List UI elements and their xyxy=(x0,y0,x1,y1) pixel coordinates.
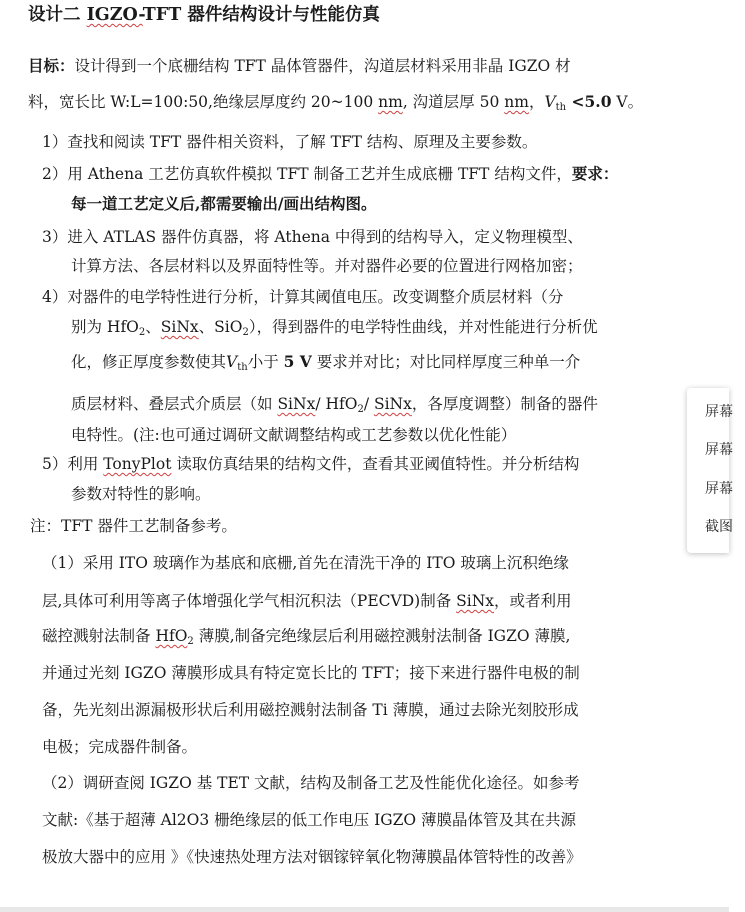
screenshot-context-menu xyxy=(687,388,733,553)
goal-text-2a: 料，宽长比 W:L=100:50,绝缘层厚度约 20~100 xyxy=(28,93,379,111)
note-label-text: 注：TFT 器件工艺制备参考。 xyxy=(30,517,237,535)
item-4-text-c3: 要求并对比；对比同样厚度三种单一介 xyxy=(311,353,581,371)
item-1-text: 1）查找和阅读 TFT 器件相关资料，了解 TFT 结构、原理及主要参数。 xyxy=(42,133,538,151)
list-item-1 xyxy=(42,131,537,153)
goal-nm-2: nm xyxy=(504,93,529,111)
item-4-text-c2: 小于 xyxy=(247,353,284,371)
note-p1-line-4 xyxy=(42,662,580,684)
list-item-5-cont xyxy=(71,483,211,505)
item-5-text-a2: 读取仿真结果的结构文件，查看其亚阈值特性。并分析结构 xyxy=(171,455,580,473)
menu-item-screen-3[interactable]: 屏幕 xyxy=(705,481,733,497)
item-4-hfo: 别为 HfO xyxy=(71,318,139,336)
note-p1-line-5 xyxy=(42,699,579,721)
note-p2-text-1: （2）调研查阅 IGZO 基 TET 文献，结构及制备工艺及性能优化途径。如参考 xyxy=(42,774,580,792)
title-rest: 器件结构设计与性能仿真 xyxy=(181,5,380,25)
list-item-2 xyxy=(42,163,618,185)
goal-text-2c: ， xyxy=(528,93,545,111)
note-p2-line-1 xyxy=(42,772,580,794)
item-4-sinx: SiNx xyxy=(160,318,199,336)
note-p2-text-3: 极放大器中的应用 》《快速热处理方法对铟镓锌氧化物薄膜晶体管特性的改善》 xyxy=(42,848,582,866)
vth-v: V xyxy=(544,93,556,111)
subscript-2: 2 xyxy=(138,327,146,338)
goal-line-1 xyxy=(28,55,571,77)
item-4-sinx-2: SiNx xyxy=(373,395,412,413)
vth-symbol xyxy=(544,93,566,111)
item-4-text-e: 电特性。(注:也可通过调研文献调整结构或工艺参数以优化性能） xyxy=(71,426,517,444)
menu-item-screen-2[interactable]: 屏幕 xyxy=(705,442,733,458)
item-4-sep: 、 xyxy=(145,318,161,336)
goal-text-2b: , 沟道层厚 50 xyxy=(402,93,505,111)
note-p2-line-3 xyxy=(42,846,582,868)
goal-text-1: 设计得到一个底栅结构 TFT 晶体管器件，沟道层材料采用非晶 IGZO 材 xyxy=(74,57,571,75)
subscript-2: 2 xyxy=(187,636,194,647)
item-5-text-b: 参数对特性的影响。 xyxy=(71,485,211,503)
item-4-text-a: 4）对器件的电学特性进行分析，计算其阈值电压。改变调整介质层材料（分 xyxy=(42,288,564,306)
note-p1-sinx: SiNx xyxy=(456,592,495,610)
list-item-4-line-2 xyxy=(71,316,598,344)
item-2-text: 2）用 Athena 工艺仿真软件模拟 TFT 制备工艺并生成底栅 TFT 结构文件， xyxy=(42,165,572,183)
note-p1-line-1 xyxy=(42,552,569,574)
item-4-slash: / xyxy=(363,395,374,413)
note-p1-text-3b: 薄膜,制备完绝缘层后利用磁控溅射法制备 IGZO 薄膜, xyxy=(193,627,571,645)
list-item-4-line-5 xyxy=(71,424,516,446)
subscript-2: 2 xyxy=(242,327,249,338)
list-item-5 xyxy=(42,453,579,475)
menu-item-screen-1[interactable]: 屏幕 xyxy=(705,404,733,420)
note-p1-text-2a: 层,具体可利用等离子体增强化学气相沉积法（PECVD)制备 xyxy=(42,592,457,610)
item-4-text-c1: 化，修正厚度参数使其 xyxy=(71,353,227,371)
note-p1-line-3 xyxy=(42,625,570,653)
item-4-5v: 5 V xyxy=(283,352,312,371)
note-p1-text-6: 电极；完成器件制备。 xyxy=(42,738,198,756)
title-prefix: 设计二 xyxy=(28,5,87,25)
note-p1-text-1: （1）采用 ITO 玻璃作为基底和底栅,首先在清洗干净的 ITO 玻璃上沉积绝缘 xyxy=(42,554,569,572)
title-model: IGZO- xyxy=(86,5,143,25)
page-title xyxy=(28,4,380,26)
note-p1-text-2b: ，或者利用 xyxy=(494,592,572,610)
page-bottom-divider xyxy=(0,907,729,912)
subscript-2: 2 xyxy=(357,404,364,415)
note-p2-line-2 xyxy=(42,809,576,831)
goal-vth-limit: <5.0 xyxy=(566,92,612,111)
note-p1-line-6 xyxy=(42,736,197,758)
note-p2-text-2: 文献:《基于超薄 Al2O3 栅绝缘层的低工作电压 IGZO 薄膜晶体管及其在共源 xyxy=(42,811,576,829)
goal-label: 目标： xyxy=(28,56,75,75)
list-item-3 xyxy=(42,226,583,248)
vth-sub: th xyxy=(237,362,248,373)
note-p1-line-2 xyxy=(42,590,572,612)
note-label xyxy=(30,515,237,537)
list-item-4-line-3 xyxy=(71,351,580,379)
note-p1-text-5: 备，先光刻出源漏极形状后利用磁控溅射法制备 Ti 薄膜，通过去除光刻胶形成 xyxy=(42,701,579,719)
item-3-text-b: 计算方法、各层材料以及界面特性等。并对器件必要的位置进行网格加密； xyxy=(71,257,583,275)
item-2-requirement: 每一道工艺定义后,都需要输出/画出结构图。 xyxy=(71,194,377,213)
note-p1-hfo: HfO xyxy=(155,627,188,645)
goal-nm-1: nm xyxy=(378,93,403,111)
note-p1-text-4: 并通过光刻 IGZO 薄膜形成具有特定宽长比的 TFT；接下来进行器件电极的制 xyxy=(42,664,580,682)
goal-unit: V。 xyxy=(611,93,644,111)
title-tft: TFT xyxy=(142,5,182,25)
menu-item-screenshot[interactable]: 截图 xyxy=(705,519,733,535)
note-p1-text-3a: 磁控溅射法制备 xyxy=(42,627,156,645)
item-5-tonyplot: TonyPlot xyxy=(103,455,172,473)
item-4-text-b: ），得到器件的电学特性曲线，并对性能进行分析优 xyxy=(248,318,598,336)
list-item-4-line-4 xyxy=(71,393,598,421)
list-item-3-cont xyxy=(71,255,583,277)
item-4-text-d1: 质层材料、叠层式介质层（如 xyxy=(71,395,278,413)
item-4-text-d4: ，各厚度调整）制备的器件 xyxy=(411,395,598,413)
vth-symbol xyxy=(226,353,248,371)
item-2-requirement-label: 要求： xyxy=(571,164,619,183)
list-item-4 xyxy=(42,286,563,308)
list-item-2-cont xyxy=(71,193,377,215)
item-4-sio: 、SiO xyxy=(198,318,243,336)
vth-v: V xyxy=(226,353,238,371)
item-4-sinx-1: SiNx xyxy=(277,395,316,413)
item-5-text-a1: 5）利用 xyxy=(42,455,104,473)
item-4-hfo-2: / HfO xyxy=(315,395,358,413)
vth-sub: th xyxy=(555,102,567,113)
item-3-text-a: 3）进入 ATLAS 器件仿真器，将 Athena 中得到的结构导入，定义物理模型、 xyxy=(42,228,583,246)
goal-line-2 xyxy=(28,91,643,119)
